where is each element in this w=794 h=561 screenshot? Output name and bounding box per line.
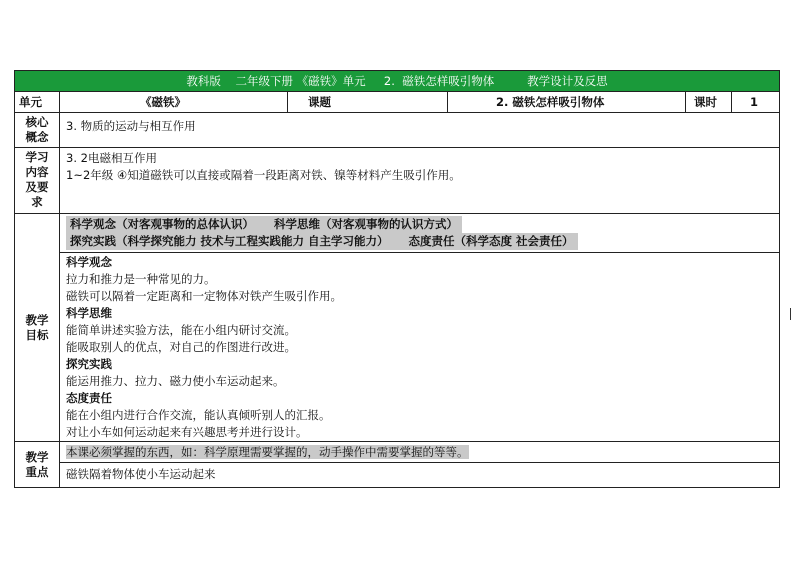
topic-value: 2. 磁铁怎样吸引物体 [448, 92, 686, 112]
framework-line-1: 科学观念（对客观事物的总体认识） 科学思维（对客观事物的认识方式） [66, 216, 462, 233]
key-points-note: 本课必须掌握的东西，如：科学原理需要掌握的，动手操作中需要掌握的等等。 [66, 445, 469, 459]
objective-item: 对让小车如何运动起来有兴趣思考并进行设计。 [66, 425, 308, 439]
unit-label: 单元 [15, 92, 60, 112]
objective-item: 磁铁可以隔着一定距离和一定物体对铁产生吸引作用。 [66, 289, 342, 303]
objectives-content [60, 214, 779, 441]
framework-line-2: 探究实践（科学探究能力 技术与工程实践能力 自主学习能力） 态度责任（科学态度 社会责任） [66, 233, 578, 250]
key-points-main: 磁铁隔着物体使小车运动起来 [66, 467, 216, 481]
objective-item: 能在小组内进行合作交流，能认真倾听别人的汇报。 [66, 408, 331, 422]
objective-heading: 态度责任 [66, 391, 112, 405]
objective-item: 能运用推力、拉力、磁力使小车运动起来。 [66, 374, 285, 388]
objectives-list [60, 253, 779, 444]
learning-req-row [15, 148, 779, 214]
core-concept-row [15, 113, 779, 148]
key-points-note-cell [60, 442, 779, 463]
page-edge-marker [790, 308, 791, 320]
learning-req-line-1: 3. 2电磁相互作用 [66, 151, 157, 165]
core-concept-text: 3. 物质的运动与相互作用 [66, 119, 196, 133]
period-value: 1 [750, 95, 759, 109]
header-row [15, 92, 779, 113]
objective-heading: 科学观念 [66, 255, 112, 269]
topic-label: 课题 [288, 92, 448, 112]
objective-heading: 科学思维 [66, 306, 112, 320]
table-title: 教科版 二年级下册 《磁铁》单元 2. 磁铁怎样吸引物体 教学设计及反思 [15, 71, 779, 92]
key-points-label: 教学重点 [15, 442, 60, 487]
core-literacy-framework [60, 214, 779, 253]
objective-heading: 探究实践 [66, 357, 112, 371]
objective-item: 能简单讲述实验方法，能在小组内研讨交流。 [66, 323, 296, 337]
period-label: 课时 [686, 92, 732, 112]
objective-item: 能吸取别人的优点，对自己的作图进行改进。 [66, 340, 296, 354]
unit-value: 《磁铁》 [60, 92, 288, 112]
objective-item: 拉力和推力是一种常见的力。 [66, 272, 216, 286]
objectives-label: 教学目标 [15, 214, 60, 441]
learning-req-line-2: 1~2年级 ④知道磁铁可以直接或隔着一段距离对铁、镍等材料产生吸引作用。 [66, 168, 461, 182]
key-points-row [15, 442, 779, 487]
objectives-row [15, 214, 779, 442]
key-points-content [60, 442, 779, 487]
core-concept-label: 核心概念 [15, 113, 60, 147]
learning-req-content [60, 148, 779, 213]
learning-req-label: 学习内容及要求 [15, 148, 60, 213]
lesson-plan-table [14, 70, 780, 488]
